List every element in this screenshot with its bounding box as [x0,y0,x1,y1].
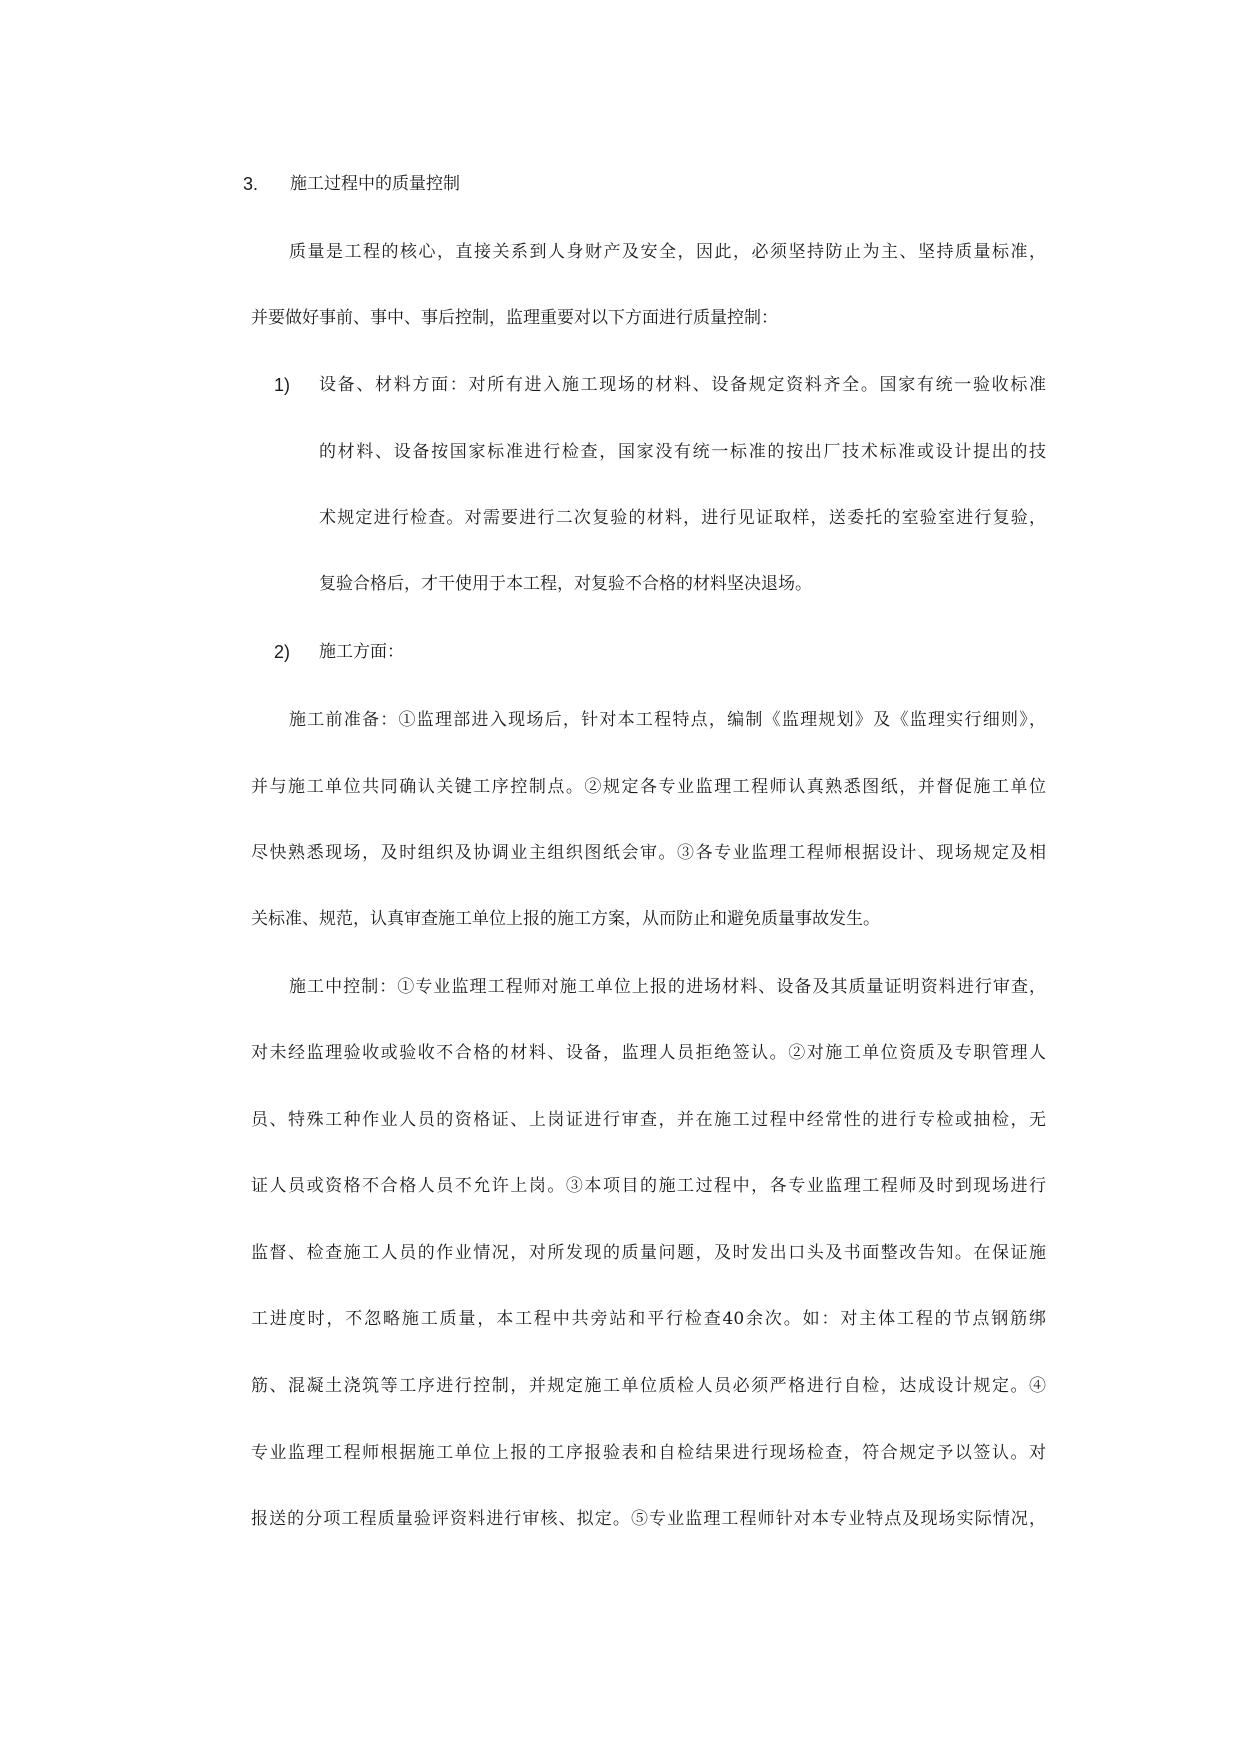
pre-construction-line: 关标准、规范，认真审查施工单位上报的施工方案，从而防止和避免质量事故发生。 [251,909,880,929]
in-construction-line: 监督、检查施工人员的作业情况，对所发现的质量问题，及时发出口头及书面整改告知。在保证施 [251,1243,1046,1263]
in-construction-line: 施工中控制：①专业监理工程师对施工单位上报的进场材料、设备及其质量证明资料进行审查， [289,977,1046,997]
section-title: 施工过程中的质量控制 [290,174,460,194]
item-line: 施工方面： [319,642,404,662]
pre-construction-line: 施工前准备：①监理部进入现场后，针对本工程特点，编制《监理规划》及《监理实行细则》， [289,710,1046,730]
intro-line: 并要做好事前、事中、事后控制，监理重要对以下方面进行质量控制： [251,308,778,328]
item-line: 复验合格后，才干使用于本工程，对复验不合格的材料坚决退场。 [319,574,812,594]
item-line: 的材料、设备按国家标准进行检查，国家没有统一标准的按出厂技术标准或设计提出的技 [319,442,1046,462]
in-construction-line: 工进度时，不忽略施工质量，本工程中共旁站和平行检查40余次。如：对主体工程的节点钢筋绑 [251,1309,1046,1329]
item-number: 1) [274,375,291,395]
in-construction-line: 对未经监理验收或验收不合格的材料、设备，监理人员拒绝签认。②对施工单位资质及专职管理人 [251,1043,1046,1063]
item-number: 2) [274,642,291,662]
in-construction-line: 专业监理工程师根据施工单位上报的工序报验表和自检结果进行现场检查，符合规定予以签认。对 [251,1443,1046,1463]
in-construction-line: 证人员或资格不合格人员不允许上岗。③本项目的施工过程中，各专业监理工程师及时到现场进行 [251,1176,1046,1196]
item-line: 术规定进行检查。对需要进行二次复验的材料，进行见证取样，送委托的室验室进行复验， [319,508,1046,528]
in-construction-line: 筋、混凝土浇筑等工序进行控制，并规定施工单位质检人员必须严格进行自检，达成设计规定。④ [251,1376,1046,1396]
in-construction-line: 员、特殊工种作业人员的资格证、上岗证进行审查，并在施工过程中经常性的进行专检或抽检，无 [251,1110,1046,1130]
pre-construction-line: 并与施工单位共同确认关键工序控制点。②规定各专业监理工程师认真熟悉图纸，并督促施工单位 [251,777,1046,797]
item-line: 设备、材料方面：对所有进入施工现场的材料、设备规定资料齐全。国家有统一验收标准 [319,375,1046,395]
in-construction-line: 报送的分项工程质量验评资料进行审核、拟定。⑤专业监理工程师针对本专业特点及现场实际情况， [251,1509,1046,1529]
intro-line: 质量是工程的核心，直接关系到人身财产及安全，因此，必须坚持防止为主、坚持质量标准， [289,242,1046,262]
section-number: 3. [243,174,259,194]
pre-construction-line: 尽快熟悉现场，及时组织及协调业主组织图纸会审。③各专业监理工程师根据设计、现场规定及相 [251,843,1046,863]
